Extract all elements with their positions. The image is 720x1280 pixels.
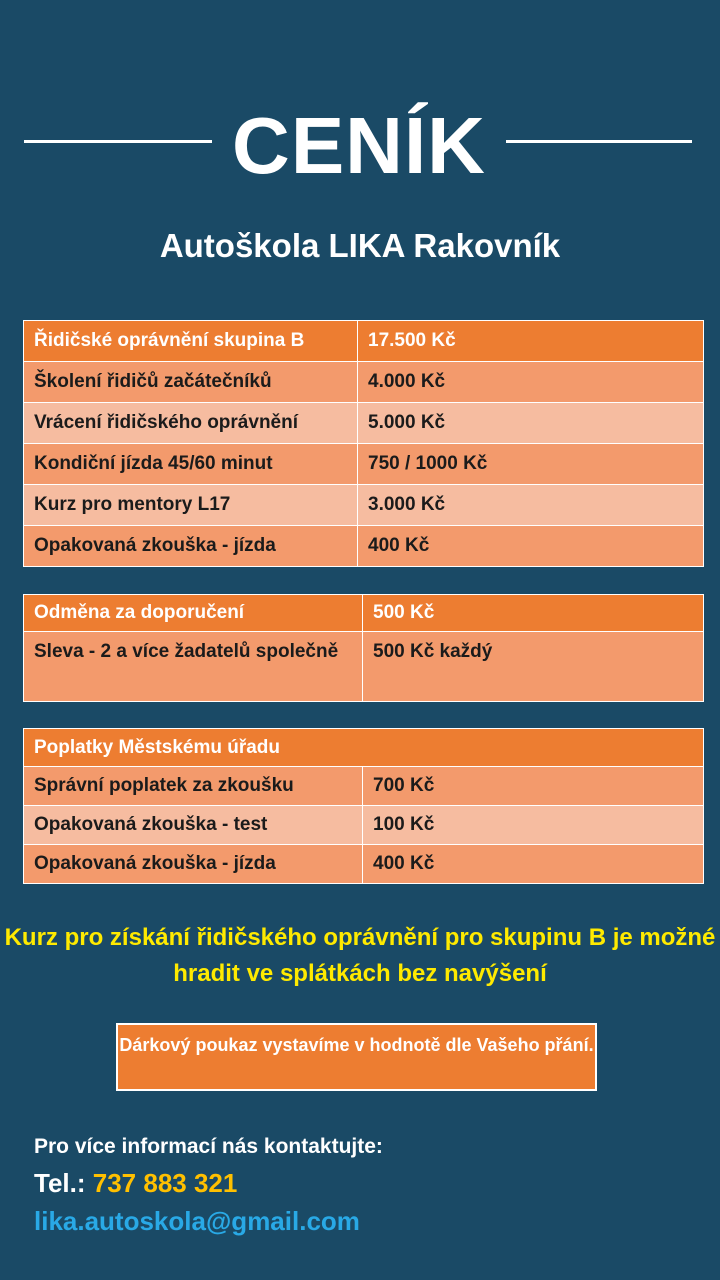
service-price: 17.500 Kč <box>358 321 704 362</box>
table-row <box>24 526 704 567</box>
contact-label: Pro více informací nás kontaktujte: <box>34 1135 383 1158</box>
table-row <box>24 595 704 632</box>
table-row <box>24 321 704 362</box>
price-table-fees <box>23 728 704 884</box>
phone-prefix: Tel.: <box>34 1168 86 1198</box>
service-label: Vrácení řidičského oprávnění <box>24 403 358 444</box>
table-row <box>24 767 704 806</box>
service-label: Opakovaná zkouška - jízda <box>24 845 363 884</box>
service-label: Odměna za doporučení <box>24 595 363 632</box>
fees-header: Poplatky Městskému úřadu <box>24 729 704 767</box>
table-row <box>24 362 704 403</box>
service-price: 500 Kč každý <box>363 632 704 702</box>
service-label: Sleva - 2 a více žadatelů společně <box>24 632 363 702</box>
service-price: 5.000 Kč <box>358 403 704 444</box>
service-label: Řidičské oprávnění skupina B <box>24 321 358 362</box>
service-label: Správní poplatek za zkoušku <box>24 767 363 806</box>
phone-number[interactable]: 737 883 321 <box>92 1168 238 1198</box>
email-link[interactable]: lika.autoskola@gmail.com <box>34 1206 360 1236</box>
service-price: 700 Kč <box>363 767 704 806</box>
title-row <box>0 98 720 198</box>
table-row <box>24 806 704 845</box>
service-label: Školení řidičů začátečníků <box>24 362 358 403</box>
gift-voucher-box: Dárkový poukaz vystavíme v hodnotě dle Vašeho přání. <box>116 1023 597 1091</box>
price-table-discounts <box>23 594 704 702</box>
service-label: Opakovaná zkouška - jízda <box>24 526 358 567</box>
service-label: Opakovaná zkouška - test <box>24 806 363 845</box>
table-row <box>24 403 704 444</box>
table-row <box>24 444 704 485</box>
service-price: 400 Kč <box>358 526 704 567</box>
service-price: 500 Kč <box>363 595 704 632</box>
phone-line <box>34 1166 237 1200</box>
service-label: Kondiční jízda 45/60 minut <box>24 444 358 485</box>
table-header-row <box>24 729 704 767</box>
page-title: CENÍK <box>232 101 486 190</box>
service-price: 4.000 Kč <box>358 362 704 403</box>
service-label: Kurz pro mentory L17 <box>24 485 358 526</box>
price-table-main <box>23 320 704 567</box>
installment-notice: Kurz pro získání řidičského oprávnění pro skupinu B je možné hradit ve splátkách bez navýšení <box>4 924 716 987</box>
service-price: 100 Kč <box>363 806 704 845</box>
service-price: 3.000 Kč <box>358 485 704 526</box>
page-subtitle: Autoškola LIKA Rakovník <box>159 227 561 264</box>
service-price: 400 Kč <box>363 845 704 884</box>
table-row <box>24 632 704 702</box>
table-row <box>24 485 704 526</box>
service-price: 750 / 1000 Kč <box>358 444 704 485</box>
title-divider-right <box>506 140 692 143</box>
title-divider-left <box>24 140 212 143</box>
table-row <box>24 845 704 884</box>
